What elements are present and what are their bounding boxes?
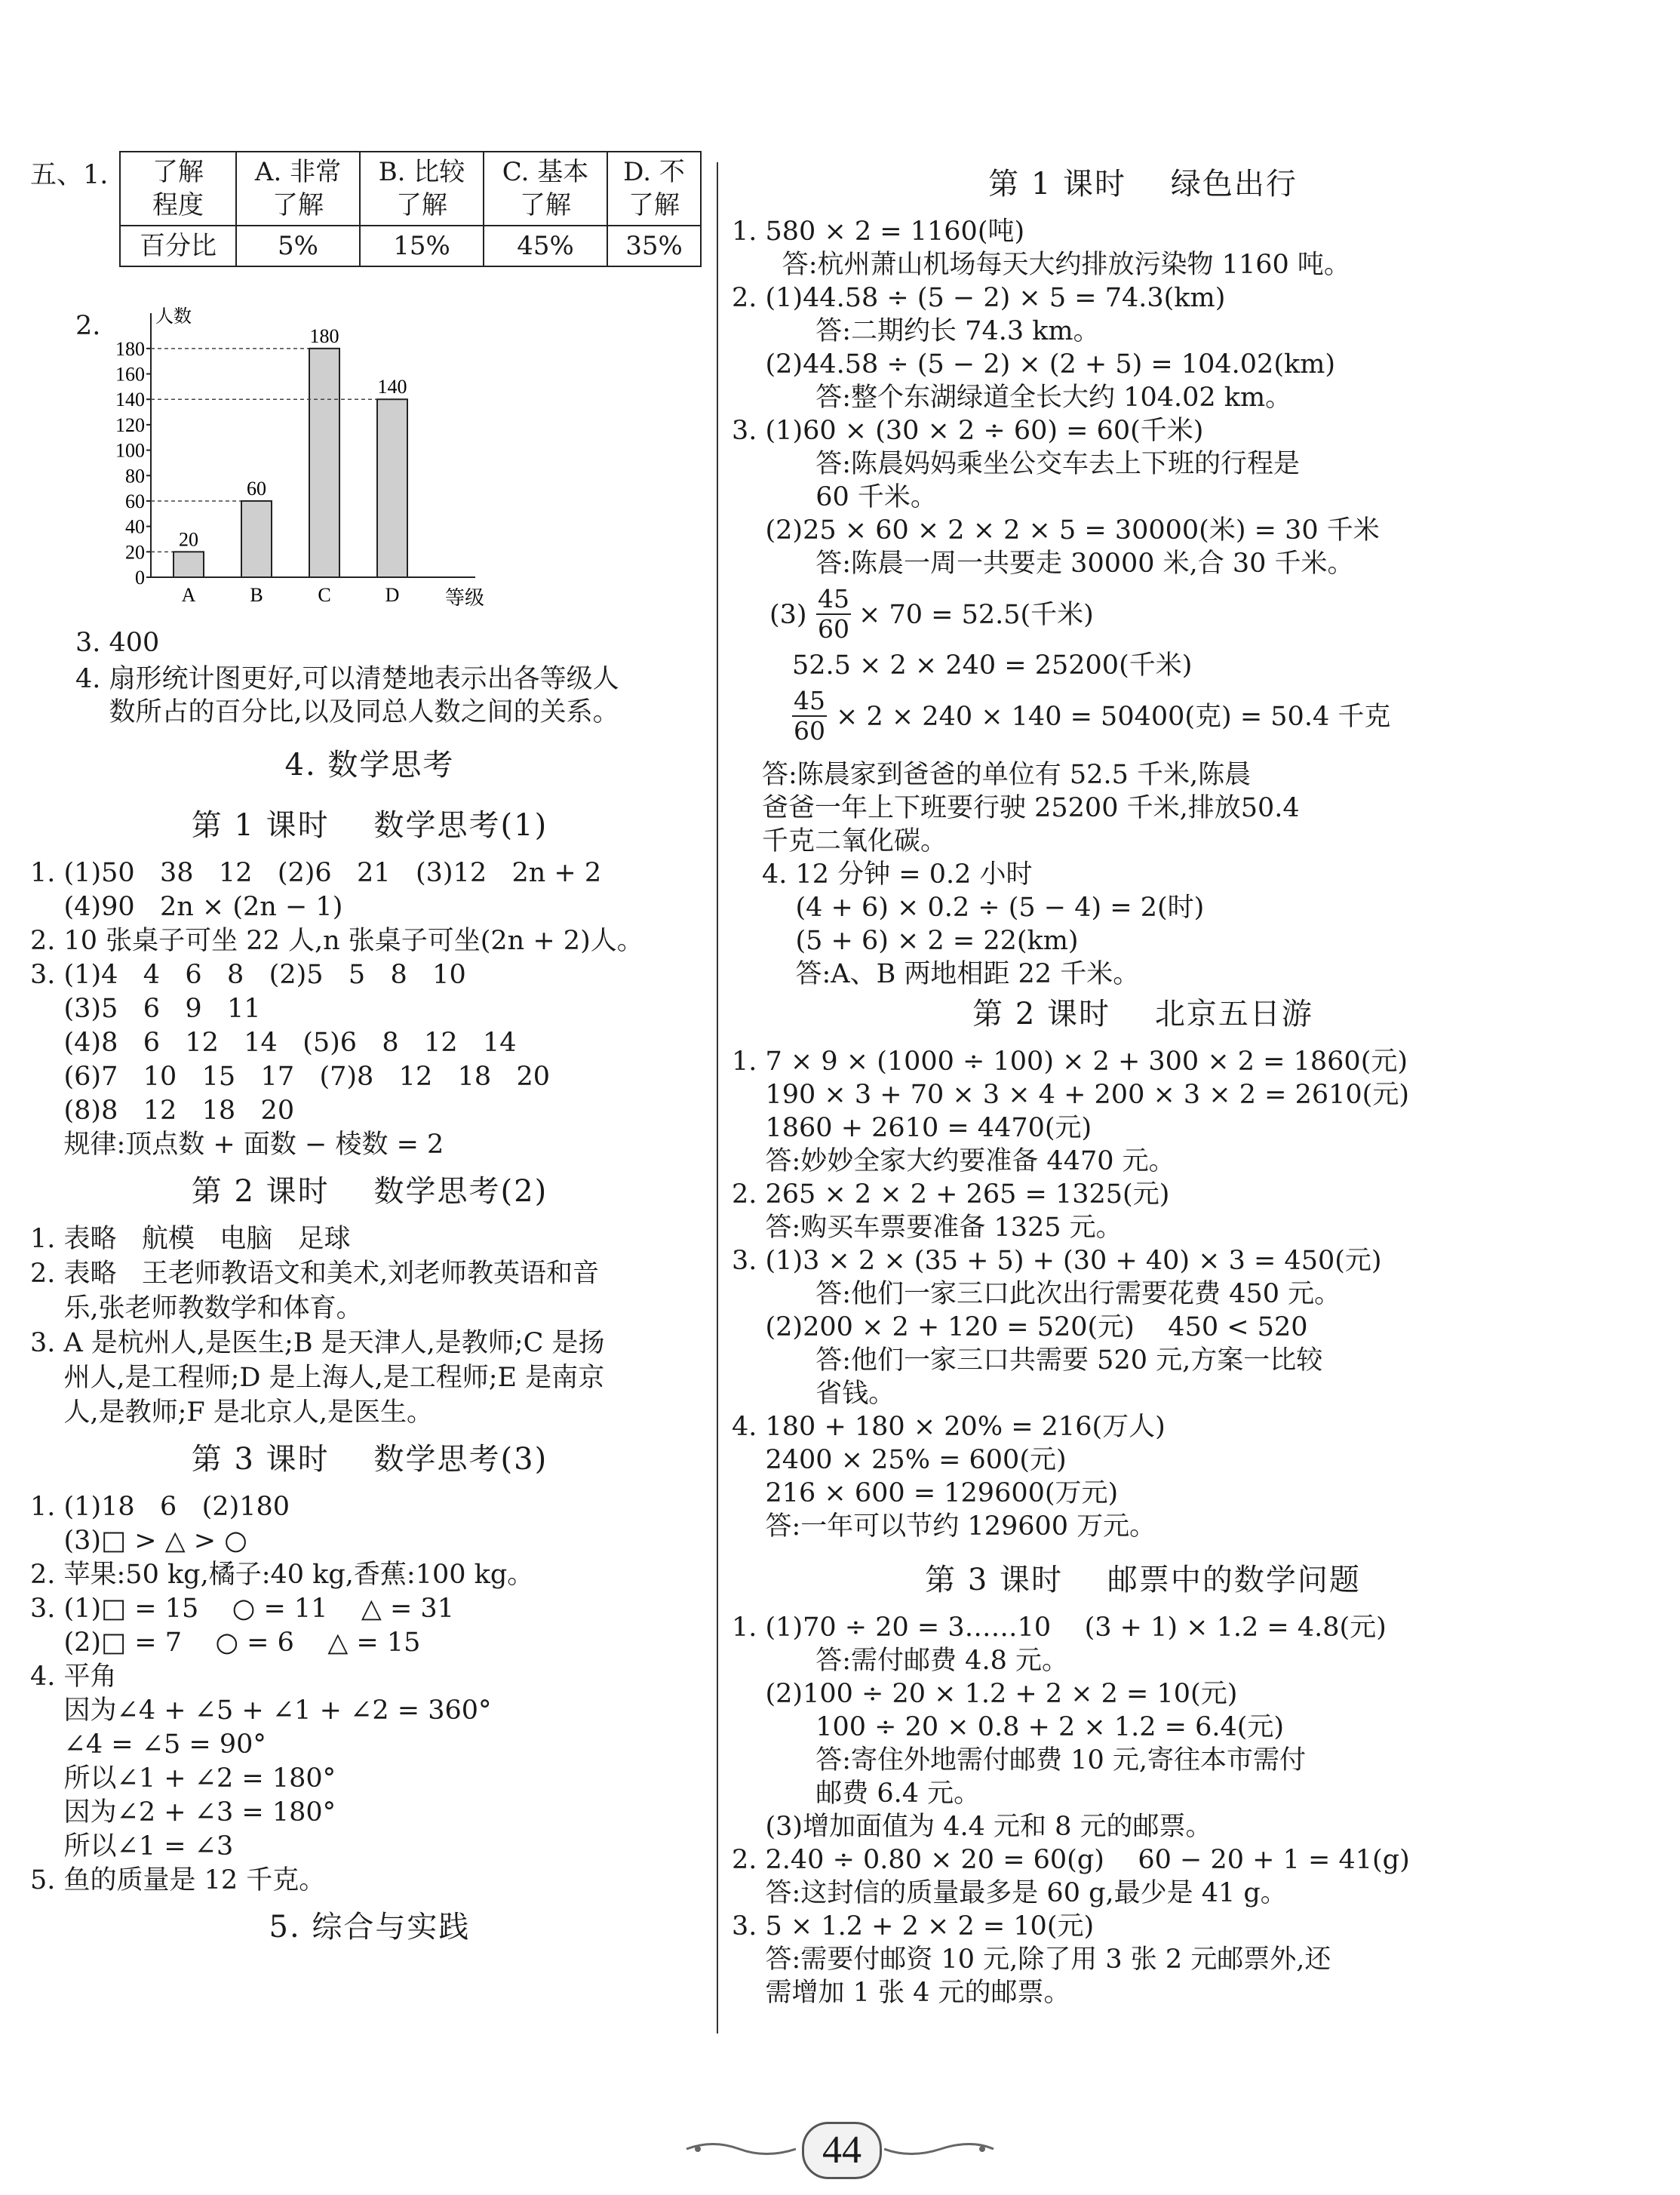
answer-line: 答:寄住外地需付邮费 10 元,寄往本市需付 [732, 1745, 1306, 1775]
answer-line: 2. 10 张桌子可坐 22 人,n 张桌子可坐(2n + 2)人。 [30, 926, 643, 956]
table-cell: 了解 程度 [120, 152, 236, 226]
answer-line: 答:购买车票要准备 1325 元。 [732, 1213, 1123, 1243]
bar-value-label: 180 [309, 324, 339, 347]
answer-line: 答:他们一家三口共需要 520 元,方案一比较 [732, 1345, 1323, 1376]
answer-line: 1. (1)50 38 12 (2)6 21 (3)12 2n + 2 [30, 858, 602, 888]
answer-line: (4)8 6 12 14 (5)6 8 12 14 [30, 1028, 517, 1058]
category-label: B [250, 584, 263, 606]
answer-line: 2. 2.40 ÷ 0.80 × 20 = 60(g) 60 − 20 + 1 = 41(g) [732, 1845, 1410, 1875]
answer-line: 3. (1)4 4 6 8 (2)5 5 8 10 [30, 960, 466, 990]
table-row [120, 226, 701, 266]
answer-line: 答:需付邮费 4.8 元。 [732, 1646, 1068, 1676]
answer-line: 60 千米。 [732, 482, 937, 512]
answer-line: 人,是教师;F 是北京人,是医生。 [30, 1397, 433, 1428]
answer-line: 省钱。 [732, 1379, 895, 1409]
answer-line: 4. 12 分钟 = 0.2 小时 [762, 859, 1033, 890]
answer-line: (3)5 6 9 11 [30, 994, 261, 1024]
lesson-1-title: 第 1 课时 数学思考(1) [191, 808, 548, 843]
lesson-2-title: 第 2 课时 数学思考(2) [191, 1174, 548, 1209]
answer-line: 答:陈晨一周一共要走 30000 米,合 30 千米。 [732, 549, 1354, 579]
answer-line: 1. (1)18 6 (2)180 [30, 1492, 290, 1522]
answer-line: (5 + 6) × 2 = 22(km) [762, 926, 1079, 956]
answer-line: (2)25 × 60 × 2 × 2 × 5 = 30000(米) = 30 千米 [732, 515, 1380, 546]
table-cell: 35% [607, 226, 701, 266]
answer-line: (3)增加面值为 4.4 元和 8 元的邮票。 [732, 1812, 1212, 1842]
table-cell: D. 不 了解 [607, 152, 701, 226]
answer-line: 乐,张老师教数学和体育。 [30, 1293, 363, 1323]
answer-line: 3. 400 [75, 628, 160, 658]
survey-table [119, 151, 702, 267]
answer-line: 3. (1)60 × (30 × 2 ÷ 60) = 60(千米) [732, 416, 1204, 446]
bar [174, 552, 204, 577]
answer-line: 1. 580 × 2 = 1160(吨) [732, 217, 1025, 247]
table-cell: 百分比 [120, 226, 236, 266]
fraction-denominator: 60 [794, 716, 825, 746]
answer-line: (4 + 6) × 0.2 ÷ (5 − 4) = 2(时) [762, 893, 1205, 923]
bar-value-label: 140 [377, 376, 407, 398]
answer-line: (4)90 2n × (2n − 1) [30, 892, 343, 922]
y-tick-label: 40 [125, 515, 145, 538]
question-5-2-label: 2. [75, 311, 101, 341]
answer-line: 2. 265 × 2 × 2 + 265 = 1325(元) [732, 1179, 1170, 1210]
answer-line: 2. 苹果:50 kg,橘子:40 kg,香蕉:100 kg。 [30, 1560, 534, 1590]
answer-line: 答:陈晨家到爸爸的单位有 52.5 千米,陈晨 [762, 760, 1252, 790]
y-tick-label: 100 [115, 439, 145, 462]
answer-line: 4. 平角 [30, 1662, 117, 1692]
bar-value-label: 20 [179, 528, 198, 551]
answer-line: 1. (1)70 ÷ 20 = 3……10 (3 + 1) × 1.2 = 4.8(元) [732, 1612, 1387, 1643]
answer-line: (6)7 10 15 17 (7)8 12 18 20 [30, 1062, 551, 1092]
answer-line: 3. (1)□ = 15 ○ = 11 △ = 31 [30, 1594, 454, 1624]
column-divider [717, 162, 718, 2034]
answer-line: 答:整个东湖绿道全长大约 104.02 km。 [732, 383, 1292, 413]
right-lesson-3-title: 第 3 课时 邮票中的数学问题 [925, 1563, 1361, 1597]
answer-line: 所以∠1 = ∠3 [30, 1831, 234, 1861]
x-axis-label: 等级 [445, 587, 485, 607]
y-tick-label: 160 [115, 363, 145, 386]
y-tick-label: 140 [115, 389, 145, 411]
bar [309, 349, 339, 577]
fraction-expression: × 70 = 52.5(千米) [858, 600, 1094, 630]
answer-line: 爸爸一年上下班要行驶 25200 千米,排放50.4 [762, 793, 1300, 823]
answer-line: 3. A 是杭州人,是医生;B 是天津人,是教师;C 是扬 [30, 1328, 605, 1358]
answer-line: 规律:顶点数 + 面数 − 棱数 = 2 [30, 1130, 444, 1160]
table-cell: A. 非常 了解 [236, 152, 360, 226]
y-tick-label: 20 [125, 541, 145, 564]
page-number: 44 [802, 2122, 882, 2179]
lesson-3-title: 第 3 课时 数学思考(3) [191, 1442, 548, 1477]
answer-line: 52.5 × 2 × 240 = 25200(千米) [792, 650, 1193, 681]
answer-line: 5. 鱼的质量是 12 千克。 [30, 1865, 326, 1895]
y-tick-label: 120 [115, 413, 145, 436]
y-tick-label: 60 [125, 490, 145, 512]
bar-chart [106, 306, 528, 607]
answer-line: 答:妙妙全家大约要准备 4470 元。 [732, 1146, 1175, 1176]
table-cell: C. 基本 了解 [484, 152, 607, 226]
answer-line: 邮费 6.4 元。 [732, 1778, 981, 1809]
bar-value-label: 60 [247, 477, 266, 500]
answer-line: 州人,是工程师;D 是上海人,是工程师;E 是南京 [30, 1363, 605, 1393]
answer-line: ∠4 = ∠5 = 90° [30, 1729, 266, 1760]
y-axis-label: 人数 [155, 307, 192, 327]
answer-line: 答:二期约长 74.3 km。 [732, 316, 1100, 346]
bar [241, 501, 272, 577]
answer-line: 216 × 600 = 129600(万元) [732, 1478, 1119, 1508]
answer-line: (2)□ = 7 ○ = 6 △ = 15 [30, 1628, 421, 1658]
page-number-ornament-left [683, 2139, 796, 2159]
table-cell: 15% [360, 226, 484, 266]
fraction-prefix: (3) [769, 600, 807, 630]
answer-line: 3. 5 × 1.2 + 2 × 2 = 10(元) [732, 1911, 1095, 1941]
answer-line: 答:这封信的质量最多是 60 g,最少是 41 g。 [732, 1878, 1287, 1908]
answer-line: 因为∠4 + ∠5 + ∠1 + ∠2 = 360° [30, 1695, 492, 1726]
right-lesson-2-title: 第 2 课时 北京五日游 [972, 997, 1313, 1031]
answer-line: 因为∠2 + ∠3 = 180° [30, 1797, 336, 1828]
fraction-numerator: 45 [818, 584, 849, 613]
answer-line: (2)100 ÷ 20 × 1.2 + 2 × 2 = 10(元) [732, 1679, 1238, 1709]
answer-line: 2400 × 25% = 600(元) [732, 1445, 1067, 1475]
section-4-title: 4. 数学思考 [284, 748, 455, 782]
fraction [792, 687, 827, 746]
answer-line: (3)□ > △ > ○ [30, 1526, 247, 1556]
category-label: C [318, 584, 331, 606]
y-tick-label: 180 [115, 337, 145, 360]
answer-line: 答:一年可以节约 129600 万元。 [732, 1511, 1156, 1542]
answer-line: 答:他们一家三口此次出行需要花费 450 元。 [732, 1279, 1341, 1309]
answer-line: 3. (1)3 × 2 × (35 + 5) + (30 + 40) × 3 = 450(元) [732, 1246, 1382, 1276]
table-cell: B. 比较 了解 [360, 152, 484, 226]
answer-line: 2. 表略 王老师教语文和美术,刘老师教英语和音 [30, 1259, 600, 1289]
question-5-1-label: 五、1. [30, 160, 109, 190]
answer-line: 答:杭州萧山机场每天大约排放污染物 1160 吨。 [732, 250, 1350, 280]
answer-line: (8)8 12 18 20 [30, 1096, 295, 1126]
page-number-ornament-right [884, 2139, 997, 2159]
fraction [816, 585, 851, 644]
answer-line: 千克二氧化碳。 [762, 826, 947, 856]
bar [377, 399, 407, 577]
answer-line: 答:陈晨妈妈乘坐公交车去上下班的行程是 [732, 449, 1301, 479]
fraction-expression: × 2 × 240 × 140 = 50400(克) = 50.4 千克 [836, 702, 1391, 732]
answer-line: 答:需要付邮资 10 元,除了用 3 张 2 元邮票外,还 [732, 1944, 1331, 1975]
section-5-title: 5. 综合与实践 [269, 1910, 471, 1944]
table-cell: 5% [236, 226, 360, 266]
y-tick-label: 80 [125, 465, 145, 487]
category-label: A [181, 584, 196, 606]
answer-line: 所以∠1 + ∠2 = 180° [30, 1763, 336, 1794]
answer-line: 数所占的百分比,以及同总人数之间的关系。 [75, 697, 619, 727]
table-cell: 45% [484, 226, 607, 266]
answer-line: 100 ÷ 20 × 0.8 + 2 × 1.2 = 6.4(元) [732, 1712, 1285, 1742]
answer-line: 2. (1)44.58 ÷ (5 − 2) × 5 = 74.3(km) [732, 283, 1226, 313]
table-header-row [120, 152, 701, 226]
answer-line: 1. 表略 航模 电脑 足球 [30, 1224, 351, 1254]
answer-line: 1860 + 2610 = 4470(元) [732, 1113, 1092, 1143]
y-tick-label: 0 [135, 567, 145, 589]
answer-line: 4. 180 + 180 × 20% = 216(万人) [732, 1412, 1166, 1442]
fraction-denominator: 60 [818, 614, 849, 644]
answer-line: 需增加 1 张 4 元的邮票。 [732, 1978, 1070, 2008]
answer-line: (2)200 × 2 + 120 = 520(元) 450 < 520 [732, 1312, 1308, 1342]
answer-line: 1. 7 × 9 × (1000 ÷ 100) × 2 + 300 × 2 = 1860(元) [732, 1047, 1408, 1077]
right-lesson-1-title: 第 1 课时 绿色出行 [988, 167, 1298, 201]
fraction-numerator: 45 [794, 686, 825, 715]
answer-line: 190 × 3 + 70 × 3 × 4 + 200 × 3 × 2 = 2610(元) [732, 1080, 1409, 1110]
answer-line: 4. 扇形统计图更好,可以清楚地表示出各等级人 [75, 664, 619, 694]
category-label: D [385, 584, 400, 606]
answer-line: (2)44.58 ÷ (5 − 2) × (2 + 5) = 104.02(km) [732, 349, 1336, 380]
answer-line: 答:A、B 两地相距 22 千米。 [762, 959, 1140, 989]
